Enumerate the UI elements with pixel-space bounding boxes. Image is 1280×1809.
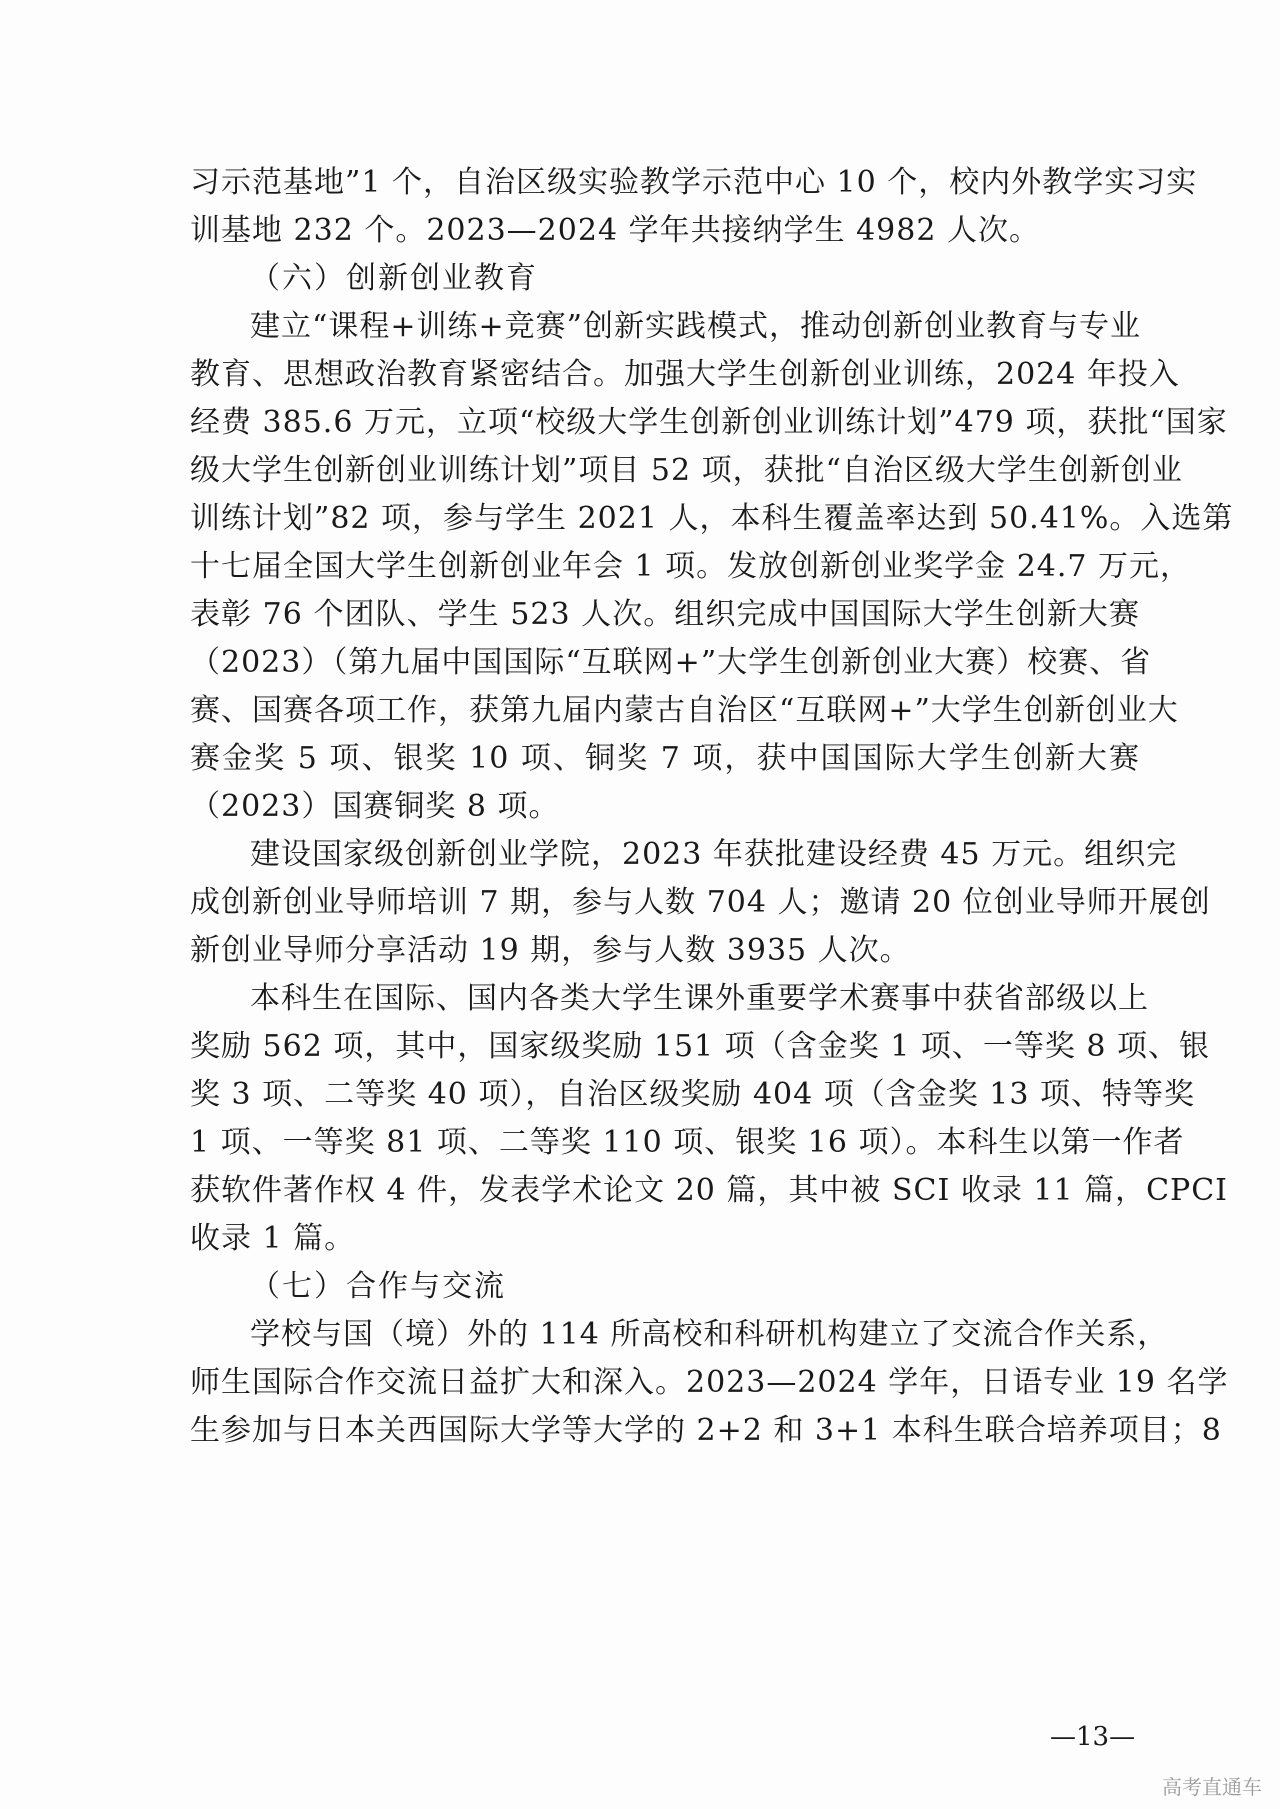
body-line: 建设国家级创新创业学院，2023 年获批建设经费 45 万元。组织完: [250, 837, 1178, 872]
body-line: 成创新创业导师培训 7 期，参与人数 704 人；邀请 20 位创业导师开展创: [190, 885, 1211, 920]
body-line: 教育、思想政治教育紧密结合。加强大学生创新创业训练，2024 年投入: [190, 357, 1180, 392]
body-line: 赛、国赛各项工作，获第九届内蒙古自治区“互联网+”大学生创新创业大: [190, 693, 1179, 728]
body-line: 1 项、一等奖 81 项、二等奖 110 项、银奖 16 项）。本科生以第一作者: [190, 1125, 1185, 1160]
body-line: 经费 385.6 万元，立项“校级大学生创新创业训练计划”479 项，获批“国家: [190, 405, 1228, 440]
body-line: 十七届全国大学生创新创业年会 1 项。发放创新创业奖学金 24.7 万元，: [190, 549, 1192, 584]
body-line: （2023）国赛铜奖 8 项。: [190, 789, 560, 824]
section-heading-innovation: （六）创新创业教育: [250, 261, 538, 296]
watermark-text: 高考直通车: [1162, 1775, 1262, 1799]
body-line: 生参加与日本关西国际大学等大学的 2+2 和 3+1 本科生联合培养项目；8: [190, 1413, 1222, 1448]
section-heading-cooperation: （七）合作与交流: [250, 1269, 506, 1304]
body-line: 习示范基地”1 个，自治区级实验教学示范中心 10 个，校内外教学实习实: [190, 165, 1198, 200]
body-line: 建立“课程+训练+竞赛”创新实践模式，推动创新创业教育与专业: [250, 309, 1141, 344]
body-line: 获软件著作权 4 件，发表学术论文 20 篇，其中被 SCI 收录 11 篇，CPCI: [190, 1173, 1229, 1208]
body-line: 奖 3 项、二等奖 40 项），自治区级奖励 404 项（含金奖 13 项、特等奖: [190, 1077, 1195, 1112]
body-line: 奖励 562 项，其中，国家级奖励 151 项（含金奖 1 项、一等奖 8 项、银: [190, 1029, 1210, 1064]
body-line: 本科生在国际、国内各类大学生课外重要学术赛事中获省部级以上: [250, 981, 1149, 1016]
body-line: 训练计划”82 项，参与学生 2021 人，本科生覆盖率达到 50.41%。入选第: [190, 501, 1234, 536]
body-line: 赛金奖 5 项、银奖 10 项、铜奖 7 项，获中国国际大学生创新大赛: [190, 741, 1140, 776]
body-line: 表彰 76 个团队、学生 523 人次。组织完成中国国际大学生创新大赛: [190, 597, 1140, 632]
body-line: 师生国际合作交流日益扩大和深入。2023—2024 学年，日语专业 19 名学: [190, 1365, 1229, 1400]
body-line: 训基地 232 个。2023—2024 学年共接纳学生 4982 人次。: [190, 213, 1040, 248]
body-line: 级大学生创新创业训练计划”项目 52 项，获批“自治区级大学生创新创业: [190, 453, 1183, 488]
body-line: 收录 1 篇。: [190, 1221, 356, 1256]
body-line: 新创业导师分享活动 19 期，参与人数 3935 人次。: [190, 933, 911, 968]
page-number: —13—: [1050, 1722, 1136, 1752]
body-line: （2023）（第九届中国国际“互联网+”大学生创新创业大赛）校赛、省: [190, 645, 1152, 680]
body-line: 学校与国（境）外的 114 所高校和科研机构建立了交流合作关系，: [250, 1317, 1169, 1352]
